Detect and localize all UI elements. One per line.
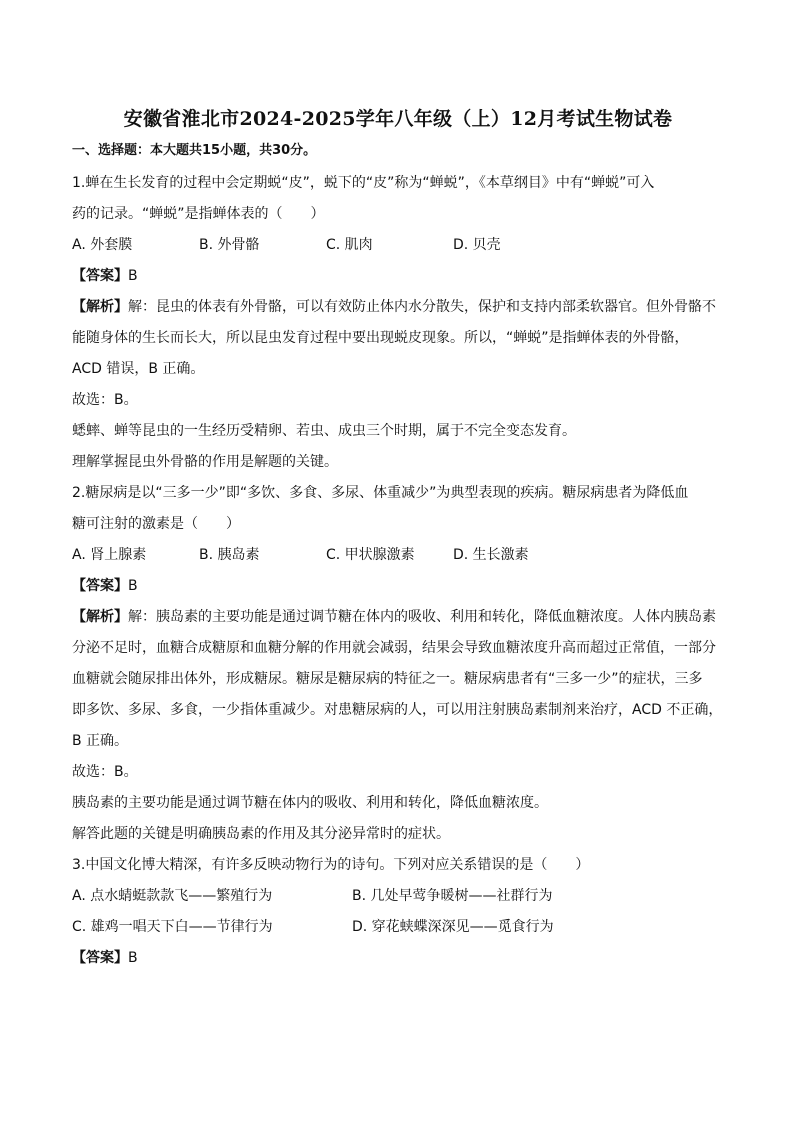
option-list	[72, 912, 724, 943]
analysis-text: 解：昆虫的体表有外骨骼，可以有效防止体内水分散失，保护和支持内部柔软器官。但外骨骼不	[128, 299, 716, 315]
analysis-line: ACD 错误，B 正确。	[72, 361, 205, 377]
answer-line	[72, 943, 724, 974]
answer-tag: 【答案】	[72, 578, 128, 594]
conclusion-line: 故选：B。	[72, 392, 138, 408]
answer-line	[72, 261, 724, 292]
option-d: D. 贝壳	[453, 237, 501, 253]
question-stem-line: 糖可注射的激素是（ ）	[72, 516, 240, 532]
option-list	[72, 540, 724, 571]
option-c: C. 肌肉	[326, 237, 373, 253]
analysis-tag: 【解析】	[72, 609, 128, 625]
answer-value: B	[128, 578, 138, 594]
option-c: C. 甲状腺激素	[326, 547, 415, 563]
question-stem-line: 3.中国文化博大精深，有许多反映动物行为的诗句。下列对应关系错误的是（ ）	[72, 857, 590, 873]
analysis-line	[72, 292, 724, 323]
option-b: B. 几处早莺争暖树——社群行为	[352, 888, 553, 904]
question-stem-line: 2.糖尿病是以“三多一少”即“多饮、多食、多尿、体重减少”为典型表现的疾病。糖尿病患者为降低血	[72, 485, 689, 501]
option-list	[72, 881, 724, 912]
option-a: A. 肾上腺素	[72, 547, 147, 563]
option-a: A. 外套膜	[72, 237, 133, 253]
option-d: D. 生长激素	[453, 547, 529, 563]
analysis-line: 血糖就会随尿排出体外，形成糖尿。糖尿是糖尿病的特征之一。糖尿病患者有“三多一少”的症状，三多	[72, 671, 703, 687]
answer-value: B	[128, 950, 138, 966]
question-1	[72, 168, 724, 478]
answer-value: B	[128, 268, 138, 284]
analysis-line: B 正确。	[72, 733, 129, 749]
option-d: D. 穿花蛱蝶深深见——觅食行为	[352, 919, 554, 935]
note-line: 胰岛素的主要功能是通过调节糖在体内的吸收、利用和转化，降低血糖浓度。	[72, 795, 548, 811]
analysis-line	[72, 602, 724, 633]
analysis-line: 能随身体的生长而长大，所以昆虫发育过程中要出现蜕皮现象。所以，“蝉蜕”是指蝉体表的外骨骼，	[72, 330, 689, 346]
question-3	[72, 850, 724, 974]
section-heading: 一、选择题：本大题共15小题，共30分。	[72, 143, 317, 158]
option-c: C. 雄鸡一唱天下白——节律行为	[72, 919, 273, 935]
option-b: B. 外骨骼	[199, 237, 260, 253]
page-title: 安徽省淮北市2024-2025学年八年级（上）12月考试生物试卷	[123, 108, 673, 130]
answer-line	[72, 571, 724, 602]
answer-tag: 【答案】	[72, 268, 128, 284]
conclusion-line: 故选：B。	[72, 764, 138, 780]
option-list	[72, 230, 724, 261]
option-b: B. 胰岛素	[199, 547, 260, 563]
answer-tag: 【答案】	[72, 950, 128, 966]
option-a: A. 点水蜻蜓款款飞——繁殖行为	[72, 888, 273, 904]
note-line: 蟋蟀、蝉等昆虫的一生经历受精卵、若虫、成虫三个时期，属于不完全变态发育。	[72, 423, 576, 439]
analysis-line: 分泌不足时，血糖合成糖原和血糖分解的作用就会减弱，结果会导致血糖浓度升高而超过正常值，一部分	[72, 640, 716, 656]
question-2	[72, 478, 724, 850]
analysis-tag: 【解析】	[72, 299, 128, 315]
note-line: 理解掌握昆虫外骨骼的作用是解题的关键。	[72, 454, 338, 470]
analysis-line: 即多饮、多尿、多食，一少指体重减少。对患糖尿病的人，可以用注射胰岛素制剂来治疗，ACD 不正确，	[72, 702, 723, 718]
question-stem-line: 1.蝉在生长发育的过程中会定期蜕“皮”，蜕下的“皮”称为“蝉蜕”，《本草纲目》中有“蝉蜕”可入	[72, 175, 655, 191]
question-stem-line: 药的记录。“蝉蜕”是指蝉体表的（ ）	[72, 206, 325, 222]
note-line: 解答此题的关键是明确胰岛素的作用及其分泌异常时的症状。	[72, 826, 450, 842]
analysis-text: 解：胰岛素的主要功能是通过调节糖在体内的吸收、利用和转化，降低血糖浓度。人体内胰岛素	[128, 609, 716, 625]
